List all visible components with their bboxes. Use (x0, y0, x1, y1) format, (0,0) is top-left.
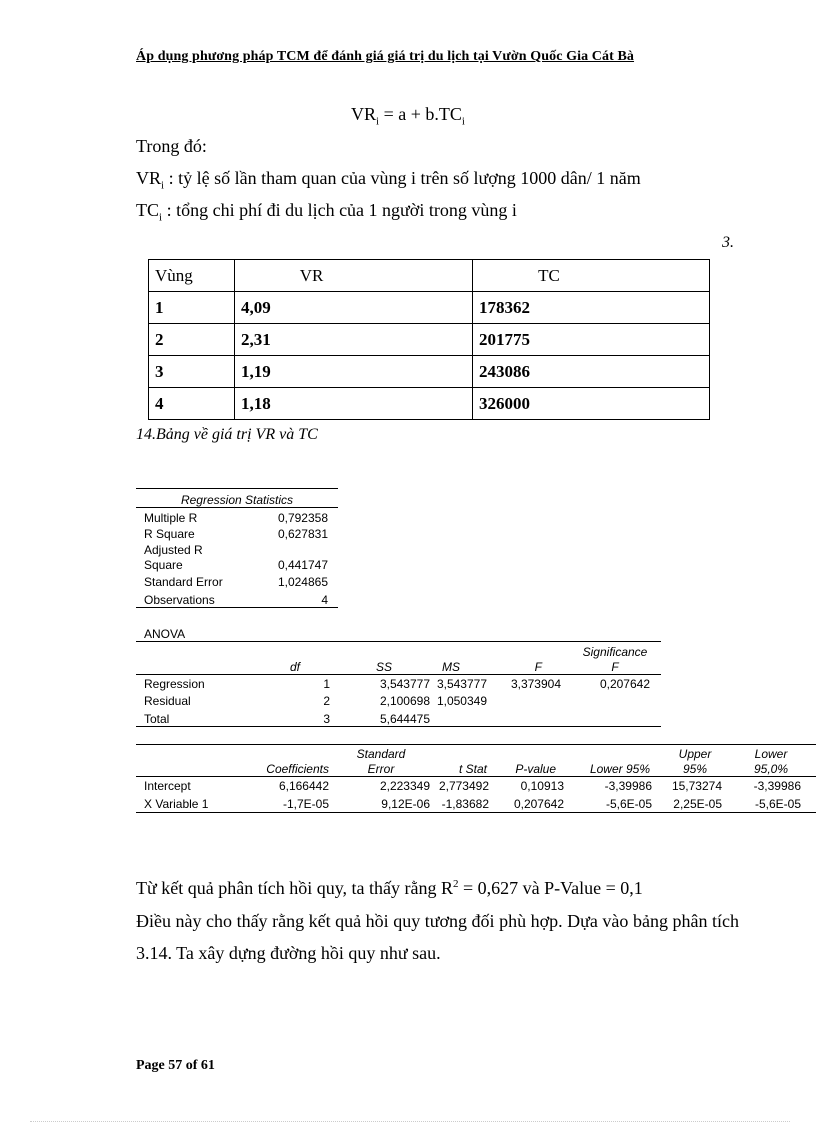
conclusion-line-1 (136, 878, 643, 899)
coef-h-l950-2: 95,0% (753, 762, 789, 776)
table-row (149, 388, 710, 420)
anova-h-df: df (289, 660, 300, 674)
anova-h-sig-2: F (611, 660, 619, 674)
anova-regression-label: Regression (144, 677, 205, 691)
coef-h-u95-2: 95% (682, 762, 708, 776)
cell-vung: 1 (149, 292, 235, 324)
cell-vung: 4 (149, 388, 235, 420)
coef-h-t: t Stat (458, 762, 487, 776)
vr-tc-table (148, 259, 710, 420)
coef-h-se: Standard (356, 747, 406, 761)
anova-cell: 3,543777 (379, 677, 430, 691)
page-header: Áp dụng phương pháp TCM để đánh giá giá trị du lịch tại Vườn Quốc Gia Cát Bà (136, 49, 635, 64)
conclusion-text: Từ kết quả phân tích hồi quy, ta thấy rằng R (136, 878, 454, 898)
table-row (149, 356, 710, 388)
r-square-value: 0,627831 (277, 527, 328, 541)
cell-vr: 4,09 (235, 292, 473, 324)
tc-label: TC (136, 200, 160, 220)
header-vung: Vùng (149, 260, 235, 292)
anova-h-sig: Significance (582, 645, 648, 659)
table-header-row (149, 260, 710, 292)
coef-cell: 2,773492 (438, 779, 489, 793)
header-tc: TC (473, 260, 710, 292)
anova-cell: 5,644475 (379, 712, 430, 726)
coef-h-se-2: Error (367, 762, 395, 776)
regression-title: Regression Statistics (180, 493, 294, 507)
coef-cell: -5,6E-05 (605, 797, 652, 811)
cell-vr: 1,19 (235, 356, 473, 388)
cell-vung: 2 (149, 324, 235, 356)
rule (136, 674, 661, 675)
cell-vung: 3 (149, 356, 235, 388)
trong-do-label: Trong đó: (136, 136, 207, 156)
anova-cell: 1,050349 (436, 694, 487, 708)
tc-sub: i (159, 211, 163, 224)
anova-cell: 0,207642 (599, 677, 650, 691)
anova-residual-label: Residual (144, 694, 191, 708)
coef-cell: 9,12E-06 (381, 797, 430, 811)
coef-cell: -5,6E-05 (754, 797, 801, 811)
anova-cell: 2 (323, 694, 330, 708)
anova-h-f: F (534, 660, 542, 674)
vr-definition (136, 168, 641, 192)
r-square-label: R Square (144, 527, 195, 541)
coef-h-coef: Coefficients (266, 762, 329, 776)
rule (136, 607, 338, 608)
multiple-r-label: Multiple R (144, 511, 198, 525)
multiple-r-value: 0,792358 (277, 511, 328, 525)
coef-h-l950: Lower (754, 747, 788, 761)
vr-sub: i (161, 179, 165, 192)
conclusion-paragraph: Điều này cho thấy rằng kết quả hồi quy tương đối phù hợp. Dựa vào bảng phân tích 3.14. Ta xây dựng đường hồi quy như sau. (136, 911, 739, 963)
table-row (149, 324, 710, 356)
anova-cell: 3,543777 (436, 677, 487, 691)
anova-title: ANOVA (144, 627, 186, 641)
observations-value: 4 (321, 593, 328, 607)
adjusted-r-label-2: Square (144, 558, 183, 572)
rule (136, 812, 816, 813)
coef-cell: 0,207642 (513, 797, 564, 811)
bottom-rule (30, 1121, 790, 1122)
anova-cell: 3,373904 (510, 677, 561, 691)
std-error-value: 1,024865 (277, 575, 328, 589)
header-vr: VR (235, 260, 473, 292)
rule (136, 641, 661, 642)
cell-tc: 243086 (473, 356, 710, 388)
vr-desc: : tỷ lệ số lần tham quan của vùng i trên số lượng 1000 dân/ 1 năm (164, 168, 641, 188)
table-row (149, 292, 710, 324)
coef-cell: -3,39986 (604, 779, 652, 793)
formula-lhs: VR (351, 104, 377, 124)
rule (136, 744, 816, 745)
anova-cell: 3 (323, 712, 330, 726)
formula-sub: i (376, 115, 380, 128)
conclusion-text-2: = 0,627 và P-Value = 0,1 (458, 878, 643, 898)
cell-tc: 178362 (473, 292, 710, 324)
anova-total-label: Total (144, 712, 170, 726)
intercept-label: Intercept (144, 779, 191, 793)
coef-cell: 15,73274 (671, 779, 722, 793)
cell-tc: 201775 (473, 324, 710, 356)
rule (136, 726, 661, 727)
cell-vr: 1,18 (235, 388, 473, 420)
adjusted-r-value: 0,441747 (277, 558, 328, 572)
anova-h-ms: MS (442, 660, 460, 674)
formula-sub-2: i (461, 115, 465, 128)
vr-label: VR (136, 168, 162, 188)
coef-cell: -1,7E-05 (282, 797, 329, 811)
std-error-label: Standard Error (144, 575, 223, 589)
adjusted-r-label: Adjusted R (144, 543, 203, 557)
x-variable-label: X Variable 1 (144, 797, 209, 811)
rule (136, 507, 338, 508)
formula (0, 104, 816, 128)
rule (136, 776, 816, 777)
coef-h-p: P-value (515, 762, 556, 776)
coef-cell: -3,39986 (753, 779, 801, 793)
coef-h-l95: Lower 95% (589, 762, 650, 776)
anova-cell: 1 (323, 677, 330, 691)
formula-rhs: = a + b.TC (379, 104, 462, 124)
coef-cell: 2,25E-05 (673, 797, 722, 811)
cell-vr: 2,31 (235, 324, 473, 356)
coef-cell: 6,166442 (278, 779, 329, 793)
table-caption: 14.Bảng về giá trị VR và TC (136, 426, 318, 443)
observations-label: Observations (144, 593, 215, 607)
tc-desc: : tổng chi phí đi du lịch của 1 người trong vùng i (162, 200, 517, 220)
coef-h-u95: Upper (678, 747, 712, 761)
coef-cell: 0,10913 (520, 779, 564, 793)
cell-tc: 326000 (473, 388, 710, 420)
coef-cell: 2,223349 (379, 779, 430, 793)
tc-definition (136, 200, 517, 224)
page-footer: Page 57 of 61 (136, 1058, 215, 1073)
coef-cell: -1,83682 (441, 797, 489, 811)
r-squared-sup: 2 (453, 878, 459, 890)
table-caption-number: 3. (722, 234, 734, 251)
anova-cell: 2,100698 (379, 694, 430, 708)
anova-h-ss: SS (375, 660, 392, 674)
rule (136, 488, 338, 489)
